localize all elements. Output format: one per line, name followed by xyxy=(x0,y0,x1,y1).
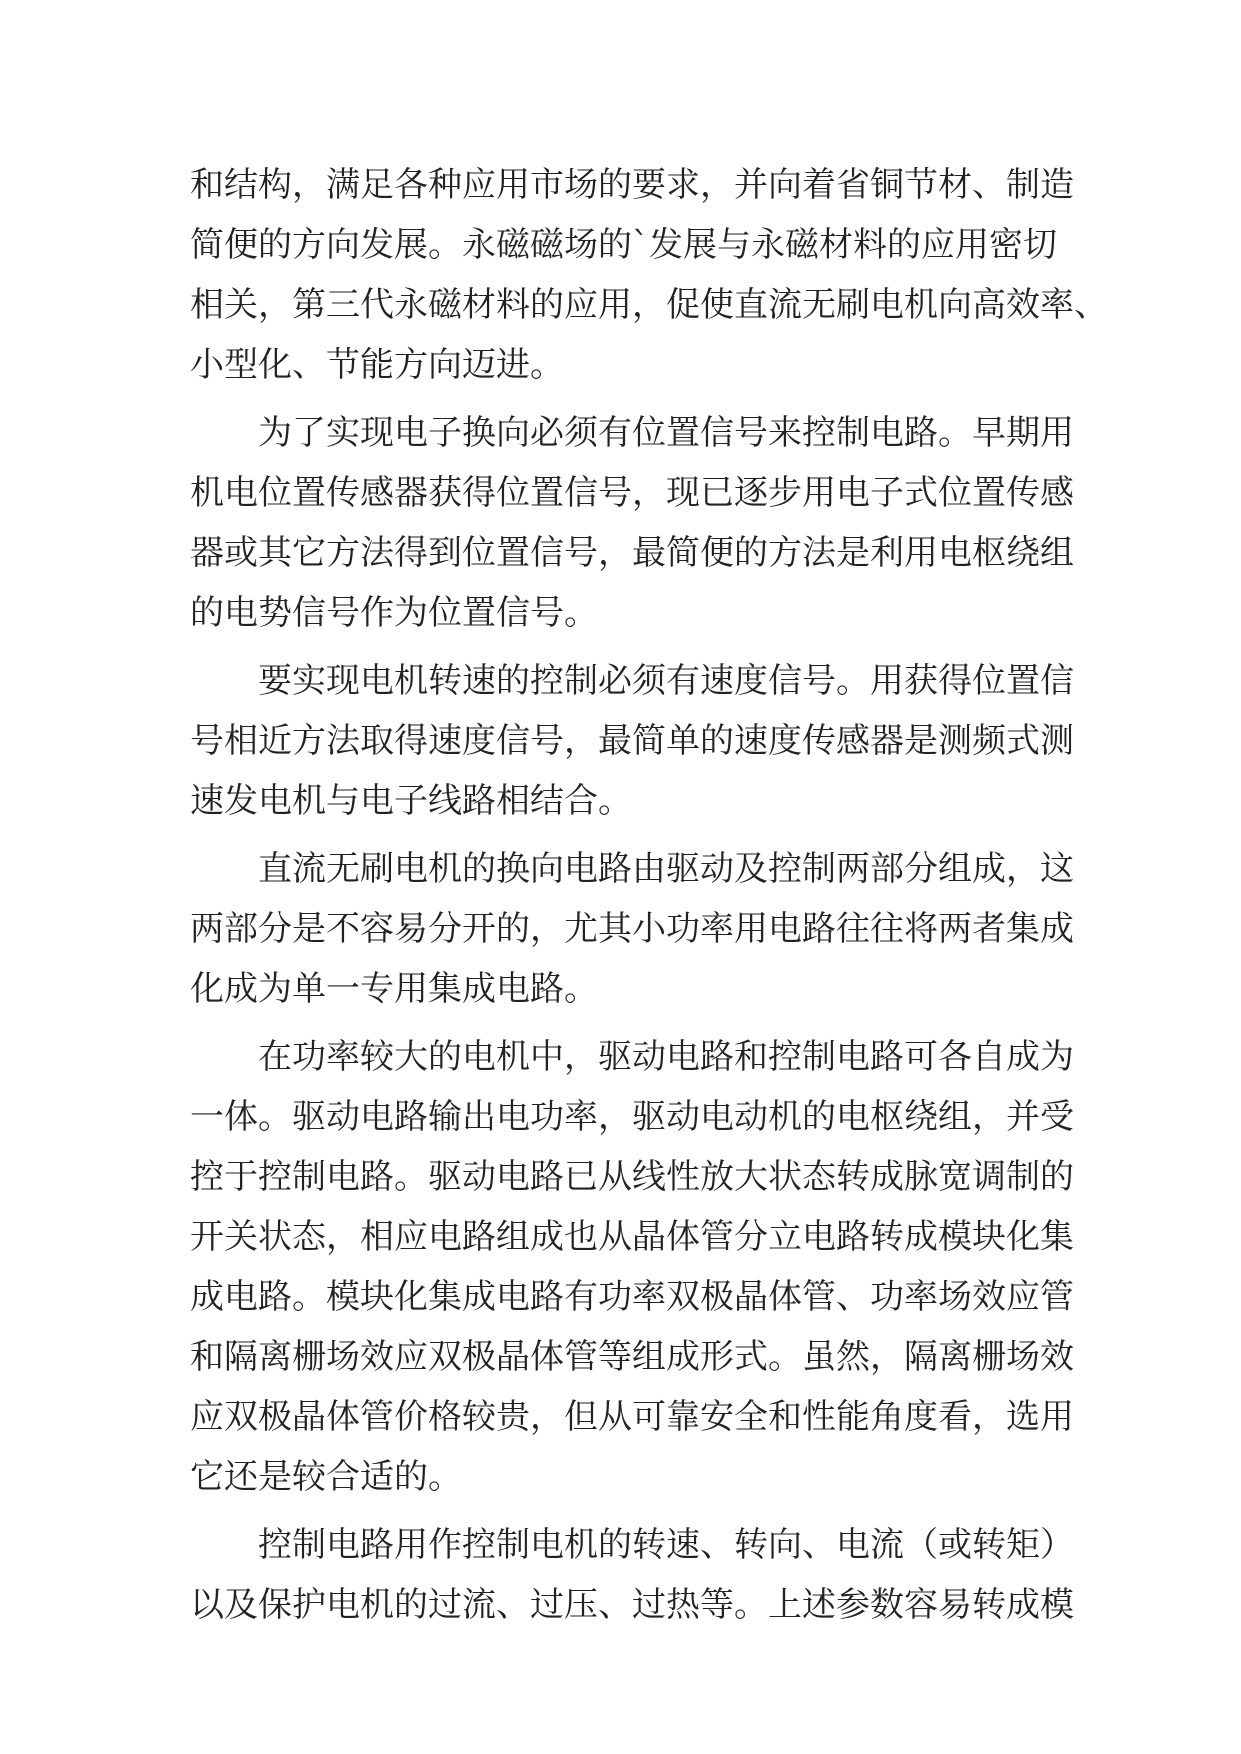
text-line: 相关，第三代永磁材料的应用，促使直流无刷电机向高效率、 xyxy=(190,285,1108,325)
text-line: 器或其它方法得到位置信号，最简便的方法是利用电枢绕组 xyxy=(190,533,1074,573)
text-line: 小型化、节能方向迈进。 xyxy=(190,345,564,385)
text-line: 和隔离栅场效应双极晶体管等组成形式。虽然，隔离栅场效 xyxy=(190,1337,1074,1377)
text-line: 它还是较合适的。 xyxy=(190,1457,462,1497)
text-line: 的电势信号作为位置信号。 xyxy=(190,593,598,633)
paragraph-1 xyxy=(190,155,1108,395)
text-line: 化成为单一专用集成电路。 xyxy=(190,969,598,1009)
text-line: 和结构，满足各种应用市场的要求，并向着省铜节材、制造 xyxy=(190,165,1074,205)
text-line: 控制电路用作控制电机的转速、转向、电流（或转矩） xyxy=(258,1525,1074,1565)
text-line: 机电位置传感器获得位置信号，现已逐步用电子式位置传感 xyxy=(190,473,1074,513)
text-line: 简便的方向发展。永磁磁场的`发展与永磁材料的应用密切 xyxy=(190,225,1057,265)
text-line: 应双极晶体管价格较贵，但从可靠安全和性能角度看，选用 xyxy=(190,1397,1074,1437)
text-line: 成电路。模块化集成电路有功率双极晶体管、功率场效应管 xyxy=(190,1277,1074,1317)
text-line: 以及保护电机的过流、过压、过热等。上述参数容易转成模 xyxy=(190,1585,1074,1625)
text-line: 两部分是不容易分开的，尤其小功率用电路往往将两者集成 xyxy=(190,909,1074,949)
text-line: 号相近方法取得速度信号，最简单的速度传感器是测频式测 xyxy=(190,721,1074,761)
text-line: 直流无刷电机的换向电路由驱动及控制两部分组成，这 xyxy=(258,849,1074,889)
paragraph-4 xyxy=(190,839,1074,1019)
text-line: 一体。驱动电路输出电功率，驱动电动机的电枢绕组，并受 xyxy=(190,1097,1074,1137)
text-line: 为了实现电子换向必须有位置信号来控制电路。早期用 xyxy=(258,413,1074,453)
text-line: 控于控制电路。驱动电路已从线性放大状态转成脉宽调制的 xyxy=(190,1157,1074,1197)
paragraph-5 xyxy=(190,1027,1074,1507)
paragraph-3 xyxy=(190,651,1074,831)
paragraph-6 xyxy=(190,1515,1074,1635)
text-line: 在功率较大的电机中，驱动电路和控制电路可各自成为 xyxy=(258,1037,1074,1077)
body-text xyxy=(190,155,1108,1635)
text-line: 开关状态，相应电路组成也从晶体管分立电路转成模块化集 xyxy=(190,1217,1074,1257)
paragraph-2 xyxy=(190,403,1074,643)
text-line: 要实现电机转速的控制必须有速度信号。用获得位置信 xyxy=(258,661,1074,701)
text-line: 速发电机与电子线路相结合。 xyxy=(190,781,632,821)
